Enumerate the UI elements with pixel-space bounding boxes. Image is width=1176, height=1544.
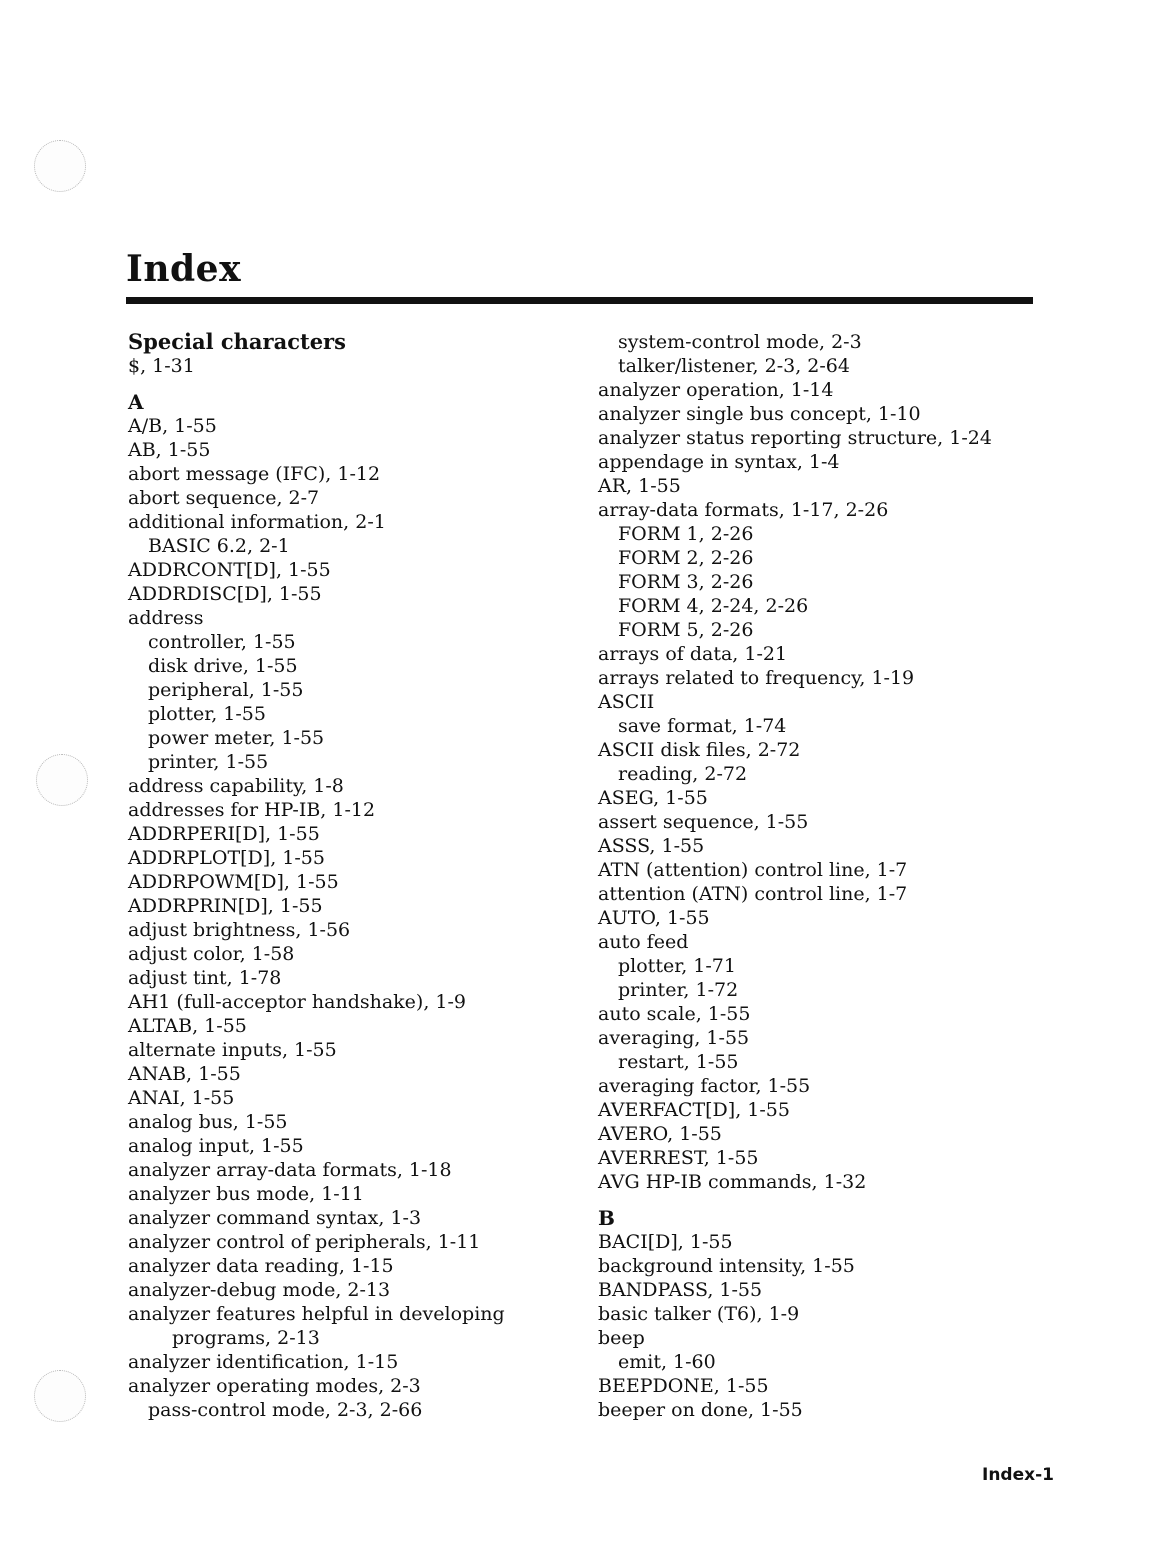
index-entry: analyzer array-data formats, 1-18 bbox=[128, 1159, 452, 1181]
index-entry: abort sequence, 2-7 bbox=[128, 487, 320, 509]
index-entry: ASCII disk files, 2-72 bbox=[598, 739, 801, 761]
index-entry: analyzer features helpful in developing bbox=[128, 1303, 505, 1325]
index-subentry: emit, 1-60 bbox=[618, 1351, 716, 1373]
index-entry: adjust brightness, 1-56 bbox=[128, 919, 351, 941]
index-entry: address bbox=[128, 607, 204, 629]
index-entry: alternate inputs, 1-55 bbox=[128, 1039, 337, 1061]
title-rule bbox=[126, 297, 1033, 304]
index-entry: appendage in syntax, 1-4 bbox=[598, 451, 840, 473]
index-entry: analyzer control of peripherals, 1-11 bbox=[128, 1231, 481, 1253]
section-heading-special: Special characters bbox=[128, 329, 346, 354]
index-entry: ADDRPLOT[D], 1-55 bbox=[128, 847, 325, 869]
index-subentry: FORM 4, 2-24, 2-26 bbox=[618, 595, 809, 617]
index-entry: abort message (IFC), 1-12 bbox=[128, 463, 381, 485]
index-entry: analyzer operating modes, 2-3 bbox=[128, 1375, 421, 1397]
index-entry: analyzer single bus concept, 1-10 bbox=[598, 403, 921, 425]
index-entry: addresses for HP-IB, 1-12 bbox=[128, 799, 376, 821]
index-subentry: plotter, 1-55 bbox=[148, 703, 266, 725]
index-entry: AVERFACT[D], 1-55 bbox=[598, 1099, 790, 1121]
index-subentry: talker/listener, 2-3, 2-64 bbox=[618, 355, 850, 377]
index-entry: ASEG, 1-55 bbox=[598, 787, 708, 809]
index-entry: analyzer-debug mode, 2-13 bbox=[128, 1279, 391, 1301]
index-subentry: restart, 1-55 bbox=[618, 1051, 739, 1073]
index-entry: beep bbox=[598, 1327, 645, 1349]
index-entry: AB, 1-55 bbox=[128, 439, 211, 461]
index-entry: arrays related to frequency, 1-19 bbox=[598, 667, 915, 689]
index-entry: BACI[D], 1-55 bbox=[598, 1231, 733, 1253]
index-subentry: printer, 1-72 bbox=[618, 979, 739, 1001]
index-entry: adjust color, 1-58 bbox=[128, 943, 295, 965]
page-title: Index bbox=[126, 248, 242, 290]
index-entry: arrays of data, 1-21 bbox=[598, 643, 788, 665]
index-entry: averaging factor, 1-55 bbox=[598, 1075, 811, 1097]
index-entry: ANAB, 1-55 bbox=[128, 1063, 241, 1085]
section-letter-a: A bbox=[128, 390, 144, 414]
index-entry: ALTAB, 1-55 bbox=[128, 1015, 247, 1037]
punch-hole-top bbox=[34, 140, 86, 192]
index-entry: ATN (attention) control line, 1-7 bbox=[598, 859, 908, 881]
index-entry: auto scale, 1-55 bbox=[598, 1003, 751, 1025]
index-entry: AH1 (full-acceptor handshake), 1-9 bbox=[128, 991, 467, 1013]
index-subentry: reading, 2-72 bbox=[618, 763, 748, 785]
index-subentry: FORM 3, 2-26 bbox=[618, 571, 754, 593]
index-entry: ADDRPRIN[D], 1-55 bbox=[128, 895, 323, 917]
index-entry: ADDRCONT[D], 1-55 bbox=[128, 559, 331, 581]
index-entry: attention (ATN) control line, 1-7 bbox=[598, 883, 908, 905]
index-entry: BANDPASS, 1-55 bbox=[598, 1279, 763, 1301]
page-footer-label: Index-1 bbox=[982, 1465, 1054, 1485]
index-entry: ASSS, 1-55 bbox=[598, 835, 705, 857]
index-entry: assert sequence, 1-55 bbox=[598, 811, 809, 833]
index-entry: analog bus, 1-55 bbox=[128, 1111, 288, 1133]
index-entry: AUTO, 1-55 bbox=[598, 907, 710, 929]
index-subentry: save format, 1-74 bbox=[618, 715, 787, 737]
index-entry: ADDRPOWM[D], 1-55 bbox=[128, 871, 339, 893]
index-subentry: controller, 1-55 bbox=[148, 631, 296, 653]
index-entry: beeper on done, 1-55 bbox=[598, 1399, 803, 1421]
index-entry: analyzer bus mode, 1-11 bbox=[128, 1183, 364, 1205]
index-entry: analog input, 1-55 bbox=[128, 1135, 304, 1157]
index-entry: AVG HP-IB commands, 1-32 bbox=[598, 1171, 867, 1193]
index-entry: ASCII bbox=[598, 691, 655, 713]
index-entry: ADDRPERI[D], 1-55 bbox=[128, 823, 320, 845]
index-entry-continuation: programs, 2-13 bbox=[172, 1327, 320, 1349]
index-entry: analyzer operation, 1-14 bbox=[598, 379, 834, 401]
index-entry: basic talker (T6), 1-9 bbox=[598, 1303, 800, 1325]
index-entry: analyzer data reading, 1-15 bbox=[128, 1255, 394, 1277]
index-subentry: BASIC 6.2, 2-1 bbox=[148, 535, 290, 557]
index-subentry: FORM 5, 2-26 bbox=[618, 619, 754, 641]
index-entry: AR, 1-55 bbox=[598, 475, 681, 497]
index-subentry: printer, 1-55 bbox=[148, 751, 269, 773]
index-subentry: power meter, 1-55 bbox=[148, 727, 325, 749]
index-column-right bbox=[598, 330, 1038, 1422]
index-entry: additional information, 2-1 bbox=[128, 511, 386, 533]
index-subentry: peripheral, 1-55 bbox=[148, 679, 304, 701]
section-letter-b: B bbox=[598, 1206, 615, 1230]
index-entry: averaging, 1-55 bbox=[598, 1027, 750, 1049]
punch-hole-bottom bbox=[34, 1370, 86, 1422]
index-entry: address capability, 1-8 bbox=[128, 775, 344, 797]
index-subentry: plotter, 1-71 bbox=[618, 955, 736, 977]
index-entry: analyzer status reporting structure, 1-24 bbox=[598, 427, 992, 449]
index-entry: analyzer identification, 1-15 bbox=[128, 1351, 399, 1373]
index-entry: AVERO, 1-55 bbox=[598, 1123, 722, 1145]
index-entry: A/B, 1-55 bbox=[128, 415, 217, 437]
punch-hole-middle bbox=[36, 754, 88, 806]
index-entry: ANAI, 1-55 bbox=[128, 1087, 235, 1109]
index-entry: analyzer command syntax, 1-3 bbox=[128, 1207, 422, 1229]
index-subentry: disk drive, 1-55 bbox=[148, 655, 298, 677]
index-entry: $, 1-31 bbox=[128, 355, 195, 377]
index-entry: adjust tint, 1-78 bbox=[128, 967, 282, 989]
index-subentry: FORM 2, 2-26 bbox=[618, 547, 754, 569]
index-entry: BEEPDONE, 1-55 bbox=[598, 1375, 769, 1397]
index-entry: AVERREST, 1-55 bbox=[598, 1147, 759, 1169]
index-entry: auto feed bbox=[598, 931, 689, 953]
index-subentry: system-control mode, 2-3 bbox=[618, 331, 862, 353]
index-subentry: FORM 1, 2-26 bbox=[618, 523, 754, 545]
index-entry: background intensity, 1-55 bbox=[598, 1255, 855, 1277]
index-entry: ADDRDISC[D], 1-55 bbox=[128, 583, 322, 605]
index-entry: array-data formats, 1-17, 2-26 bbox=[598, 499, 889, 521]
index-column-left bbox=[128, 330, 568, 1422]
index-subentry: pass-control mode, 2-3, 2-66 bbox=[148, 1399, 423, 1421]
